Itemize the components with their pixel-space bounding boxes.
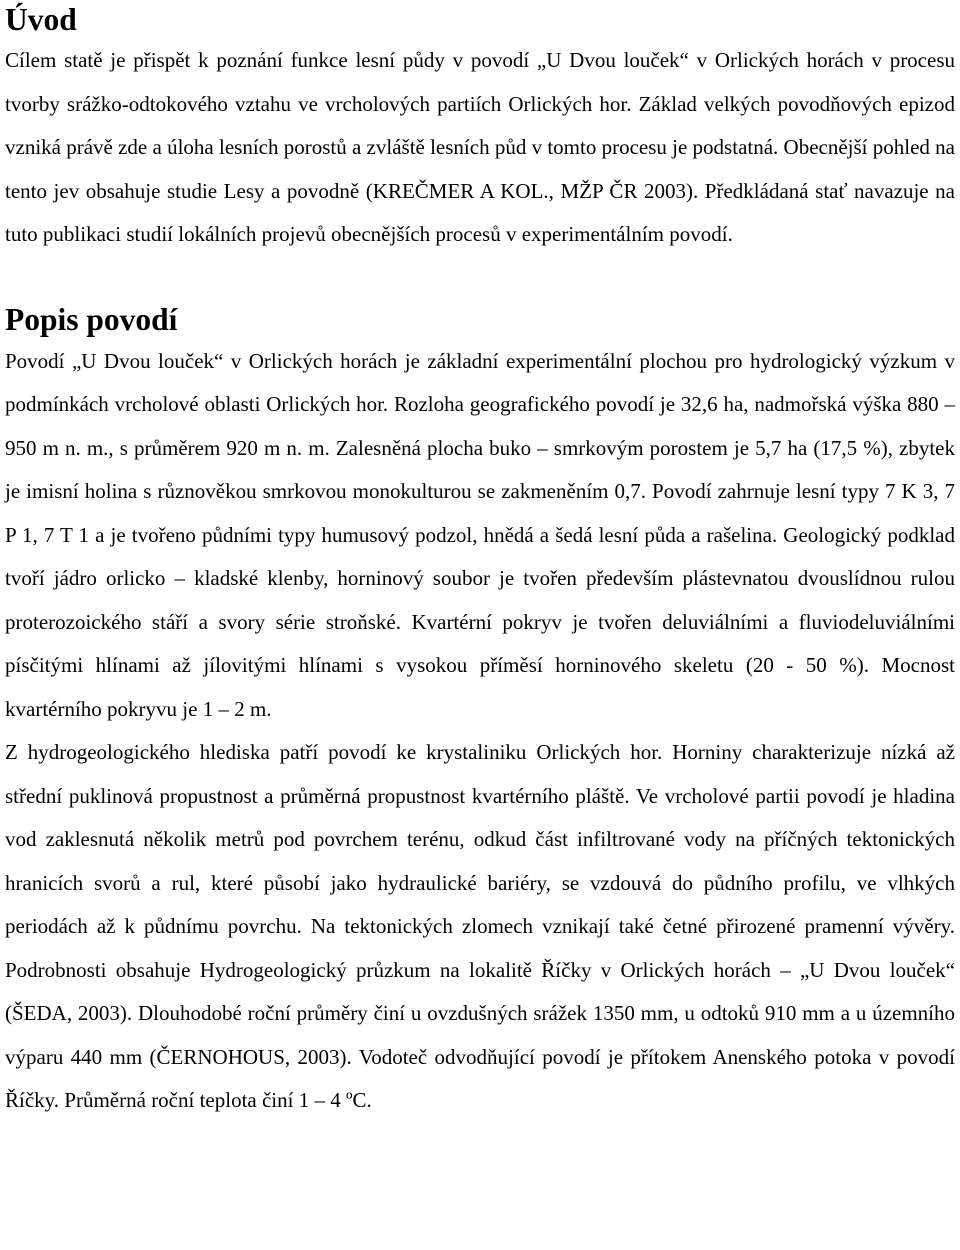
description-paragraph-2: Z hydrogeologického hlediska patří povodí ke krystaliniku Orlických hor. Horniny charakterizuje nízká až střední puklinová propustnost a průměrná propustnost kvartérního pláště. Ve vrcholové partii povodí je hladina vod zaklesnutá několik metrů pod povrchem terénu, odkud část infiltrované vody na příčných tektonických hranicích svorů a rul, které působí jako hydraulické bariéry, se vzdouvá do půdního profilu, ve vlhkých periodách až k půdnímu povrchu. Na tektonických zlomech vznikají také četné přirozené pramenní vývěry. Podrobnosti obsahuje Hydrogeologický průzkum na lokalitě Říčky v Orlických horách – „U Dvou louček“ (ŠEDA, 2003). Dlouhodobé roční průměry činí u ovzdušných srážek 1350 mm, u odtoků 910 mm a u územního výparu 440 mm (ČERNOHOUS, 2003). Vodoteč odvodňující povodí je přítokem Anenského potoka v povodí Říčky. Průměrná roční teplota činí 1 – 4 ºC. <box>5 740 955 1112</box>
description-paragraph-1: Povodí „U Dvou louček“ v Orlických horách je základní experimentální plochou pro hydrologický výzkum v podmínkách vrcholové oblasti Orlických hor. Rozloha geografického povodí je 32,6 ha, nadmořská výška 880 – 950 m n. m., s průměrem 920 m n. m. Zalesněná plocha buko – smrkovým porostem je 5,7 ha (17,5 %), zbytek je imisní holina s různověkou smrkovou monokulturou se zakmeněním 0,7. Povodí zahrnuje lesní typy 7 K 3, 7 P 1, 7 T 1 a je tvořeno půdními typy humusový podzol, hnědá a šedá lesní půda a rašelina. Geologický podklad tvoří jádro orlicko – kladské klenby, horninový soubor je tvořen především plástevnatou dvouslídnou rulou proterozoického stáří a svory série stroňské. Kvartérní pokryv je tvořen deluviálními a fluviodeluviálními písčitými hlínami až jílovitými hlínami s vysokou příměsí horninového skeletu (20 - 50 %). Mocnost kvartérního pokryvu je 1 – 2 m. <box>5 348 955 721</box>
intro-paragraph: Cílem statě je přispět k poznání funkce lesní půdy v povodí „U Dvou louček“ v Orlických horách v procesu tvorby srážko-odtokového vztahu ve vrcholových partiích Orlických hor. Základ velkých povodňových epizod vzniká právě zde a úloha lesních porostů a zvláště lesních půd v tomto procesu je podstatná. Obecnější pohled na tento jev obsahuje studie Lesy a povodně (KREČMER A KOL., MŽP ČR 2003). Předkládaná stať navazuje na tuto publikaci studií lokálních projevů obecnějších procesů v experimentálním povodí. <box>5 48 955 246</box>
section-heading-description: Popis povodí <box>5 301 178 337</box>
section-heading-intro: Úvod <box>5 2 77 37</box>
section-spacer <box>5 257 955 300</box>
document-page <box>5 0 955 1123</box>
